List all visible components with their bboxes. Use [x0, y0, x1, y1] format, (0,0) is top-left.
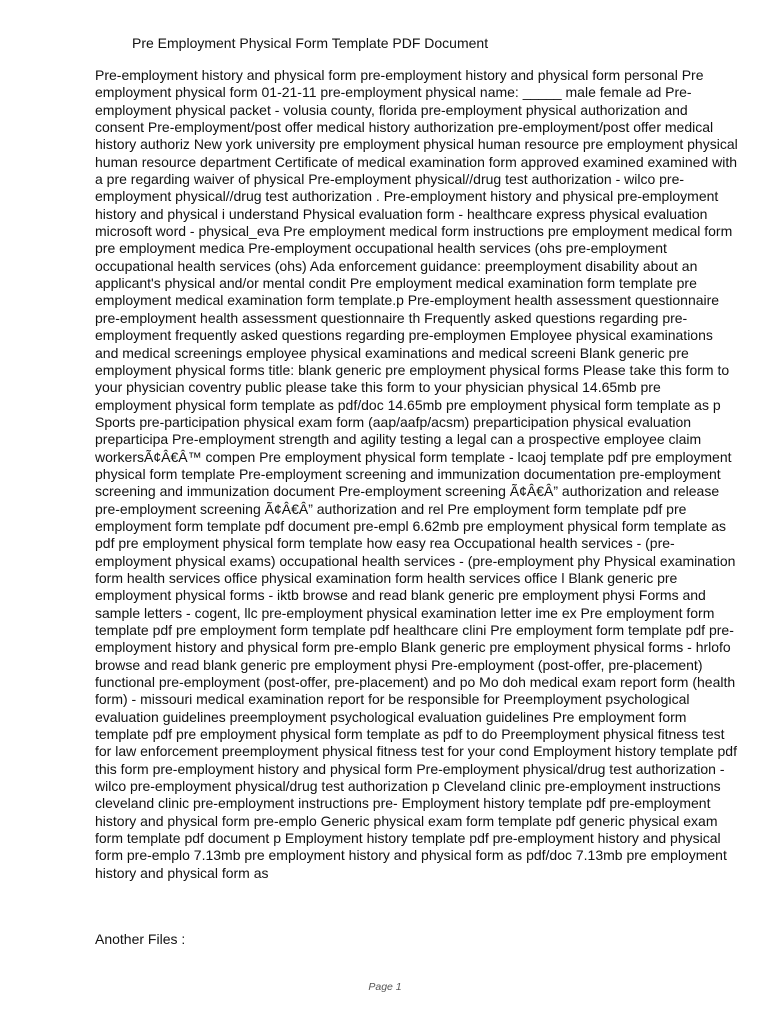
another-files-label: Another Files : [95, 931, 186, 947]
document-body-paragraph: Pre-employment history and physical form pre-employment history and physical form personal Pre employment physical form 01-21-11 pre-employment physical name: _____ male female ad Pre-employment physical packet - volusia county, florida pre-employment physical authorization and consent Pre-employment/post offer medical history authorization pre-employment/post offer medical history authoriz New york university pre employment physical human resource pre employment physical human resource department Certificate of medical examination form approved examined examined with a pre regarding waiver of physical Pre-employment physical//drug test authorization - wilco pre-employment physical//drug test authorization . Pre-employment history and physical pre-employment history and physical i understand Physical evaluation form - healthcare express physical evaluation microsoft word - physical_eva Pre employment medical form instructions pre employment medical form pre employment medica Pre-employment occupational health services (ohs pre-employment occupational health services (ohs) Ada enforcement guidance: preemployment disability about an applicant's physical and/or mental condit Pre employment medical examination form template pre employment medical examination form template.p Pre-employment health assessment questionnaire pre-employment health assessment questionnaire th Frequently asked questions regarding pre-employment frequently asked questions regarding pre-employmen Employee physical examinations and medical screenings employee physical examinations and medical screeni Blank generic pre employment physical forms title: blank generic pre employment physical forms Please take this form to your physician coventry public please take this form to your physician physical 14.65mb pre employment physical form template as pdf/doc 14.65mb pre employment physical form template as p Sports pre-participation physical exam form (aap/aafp/acsm) preparticipation physical evaluation preparticipa Pre-employment strength and agility testing a legal can a prospective employee claim workersÃ¢Â€Â™ compen Pre employment physical form template - lcaoj template pdf pre employment physical form template Pre-employment screening and immunization documentation pre-employment screening and immunization document Pre-employment screening Ã¢Â€Â” authorization and release pre-employment screening Ã¢Â€Â” authorization and rel Pre employment form template pdf pre employment form template pdf document pre-empl 6.62mb pre employment physical form template as pdf pre employment physical form template how easy rea Occupational health services - (pre-employment physical exams) occupational health services - (pre-employment phy Physical examination form health services office physical examination form health services office l Blank generic pre employment physical forms - iktb browse and read blank generic pre employment physi Forms and sample letters - cogent, llc pre-employment physical examination letter ime ex Pre employment form template pdf pre employment form template pdf healthcare clini Pre employment form template pdf pre-employment history and physical form pre-emplo Blank generic pre employment physical forms - hrlofo browse and read blank generic pre employment physi Pre-employment (post-offer, pre-placement) functional pre-employment (post-offer, pre-placement) and po Mo doh medical exam report form (health form) - missouri medical examination report for be responsible for Preemployment psychological evaluation guidelines preemployment psychological evaluation guidelines Pre employment form template pdf pre employment physical form template as pdf to do Preemployment physical fitness test for law enforcement preemployment physical fitness test for your cond Employment history template pdf this form pre-employment history and physical form Pre-employment physical/drug test authorization - wilco pre-employment physical/drug test authorization p Cleveland clinic pre-employment instructions cleveland clinic pre-employment instructions pre- Employment history template pdf pre-employment history and physical form pre-emplo Generic physical exam form template pdf generic physical exam form template pdf document p Employment history template pdf pre-employment history and physical form pre-emplo 7.13mb pre employment history and physical form as pdf/doc 7.13mb pre employment history and physical form as [95, 67, 738, 881]
page-footer: Page 1 [368, 981, 402, 993]
document-title: Pre Employment Physical Form Template PDF Document [132, 35, 489, 51]
